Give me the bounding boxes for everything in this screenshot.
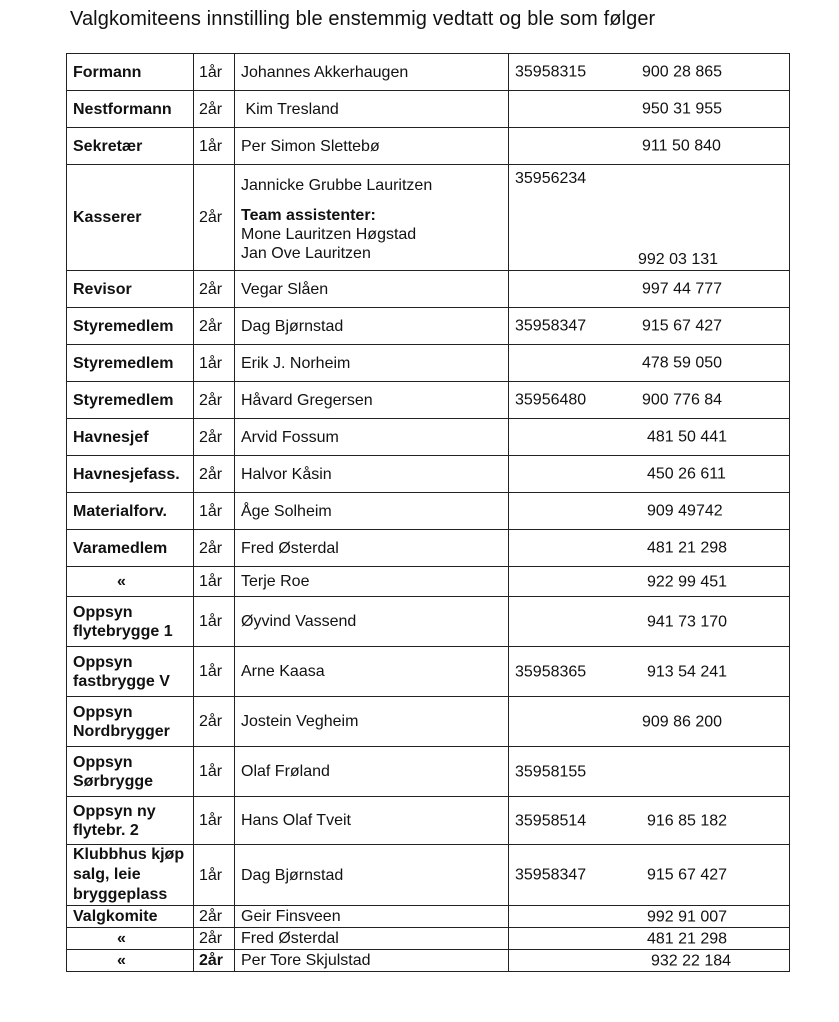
term-cell: 2år [194, 697, 235, 747]
name-cell: Dag Bjørnstad [235, 308, 509, 345]
term-cell: 2år [194, 91, 235, 128]
member-name: Jannicke Grubbe Lauritzen [241, 177, 433, 194]
name-cell: Fred Østerdal [235, 928, 509, 950]
name-cell [235, 165, 509, 271]
role-cell: Formann [67, 54, 194, 91]
mobile-phone: 909 86 200 [642, 713, 723, 730]
name-cell: Terje Roe [235, 567, 509, 597]
mobile-phone: 997 44 777 [642, 280, 723, 298]
role-cell: Havnesjefass. [67, 456, 194, 493]
roster-row [67, 345, 790, 382]
term-cell: 2år [194, 419, 235, 456]
phone-cell [509, 493, 790, 530]
term-cell: 1år [194, 345, 235, 382]
roster-row [67, 271, 790, 308]
mobile-phone: 913 54 241 [647, 663, 728, 680]
home-phone: 35956480 [515, 391, 587, 409]
term-cell: 1år [194, 647, 235, 697]
roster-row [67, 567, 790, 597]
roster-row [67, 697, 790, 747]
role-cell: Havnesjef [67, 419, 194, 456]
term-cell: 2år [194, 271, 235, 308]
term-cell: 1år [194, 493, 235, 530]
role-cell: Styremedlem [67, 308, 194, 345]
role-cell: Materialforv. [67, 493, 194, 530]
name-cell: Per Tore Skjulstad [235, 950, 509, 972]
role-cell: Oppsyn flytebrygge 1 [67, 597, 194, 647]
role-cell: Klubbhus kjøp salg, leie bryggeplass [67, 845, 194, 906]
phone-cell [509, 928, 790, 950]
role-cell: « [67, 567, 194, 597]
phone-cell [509, 530, 790, 567]
term-cell: 1år [194, 567, 235, 597]
mobile-phone: 950 31 955 [642, 100, 723, 118]
home-phone: 35958514 [515, 812, 587, 829]
phone-cell [509, 647, 790, 697]
phone-cell [509, 797, 790, 845]
term-cell: 2år [194, 906, 235, 928]
phone-cell [509, 165, 790, 271]
term-cell: 1år [194, 54, 235, 91]
home-phone: 35956234 [515, 170, 587, 187]
mobile-phone: 909 49742 [647, 502, 723, 520]
home-phone: 35958347 [515, 866, 587, 884]
phone-cell [509, 950, 790, 972]
role-cell: Nestformann [67, 91, 194, 128]
roster-row [67, 54, 790, 91]
term-cell: 2år [194, 530, 235, 567]
mobile-phone: 450 26 611 [647, 465, 726, 483]
assistant-name: Mone Lauritzen Høgstad [241, 226, 417, 243]
name-cell: Åge Solheim [235, 493, 509, 530]
role-cell: Kasserer [67, 165, 194, 271]
roster-row [67, 530, 790, 567]
roster-row [67, 308, 790, 345]
role-cell: « [67, 950, 194, 972]
term-cell: 1år [194, 747, 235, 797]
mobile-phone: 932 22 184 [651, 952, 732, 969]
mobile-phone: 481 21 298 [647, 539, 728, 557]
roster-row [67, 928, 790, 950]
assistant-name: Jan Ove Lauritzen [241, 245, 371, 262]
role-cell: Varamedlem [67, 530, 194, 567]
role-cell: Styremedlem [67, 382, 194, 419]
phone-cell [509, 345, 790, 382]
name-cell: Arne Kaasa [235, 647, 509, 697]
team-assistants-label: Team assistenter: [241, 207, 376, 224]
mobile-phone: 481 50 441 [647, 428, 728, 446]
mobile-phone: 922 99 451 [647, 573, 728, 590]
phone-cell [509, 567, 790, 597]
phone-cell [509, 697, 790, 747]
roster-body [67, 54, 790, 972]
role-cell: Oppsyn ny flytebr. 2 [67, 797, 194, 845]
phone-cell [509, 308, 790, 345]
term-cell: 2år [194, 165, 235, 271]
roster-row [67, 456, 790, 493]
term-cell: 2år [194, 308, 235, 345]
mobile-phone: 916 85 182 [647, 812, 728, 829]
name-cell: Arvid Fossum [235, 419, 509, 456]
phone-cell [509, 91, 790, 128]
roster-row [67, 747, 790, 797]
phone-cell [509, 456, 790, 493]
phone-cell [509, 54, 790, 91]
name-cell: Per Simon Slettebø [235, 128, 509, 165]
role-cell: Valgkomite [67, 906, 194, 928]
role-cell: Revisor [67, 271, 194, 308]
roster-row [67, 382, 790, 419]
home-phone: 35958365 [515, 663, 587, 680]
mobile-phone: 915 67 427 [647, 866, 728, 884]
home-phone: 35958347 [515, 317, 587, 335]
name-cell: Geir Finsveen [235, 906, 509, 928]
mobile-phone: 941 73 170 [647, 613, 728, 630]
role-cell: Oppsyn Nordbrygger [67, 697, 194, 747]
name-cell: Fred Østerdal [235, 530, 509, 567]
mobile-phone: 900 28 865 [642, 63, 723, 81]
term-cell: 2år [194, 382, 235, 419]
name-cell: Johannes Akkerhaugen [235, 54, 509, 91]
term-cell: 1år [194, 128, 235, 165]
name-cell: Dag Bjørnstad [235, 845, 509, 906]
phone-cell [509, 271, 790, 308]
roster-row [67, 165, 790, 271]
name-cell: Håvard Gregersen [235, 382, 509, 419]
home-phone: 35958155 [515, 763, 587, 780]
roster-row [67, 419, 790, 456]
role-cell: Styremedlem [67, 345, 194, 382]
term-cell: 1år [194, 597, 235, 647]
mobile-phone: 481 21 298 [647, 930, 728, 947]
phone-cell [509, 419, 790, 456]
mobile-phone: 478 59 050 [642, 354, 723, 372]
name-cell: Jostein Vegheim [235, 697, 509, 747]
name-cell: Erik J. Norheim [235, 345, 509, 382]
home-phone: 35958315 [515, 63, 587, 81]
name-cell: Olaf Frøland [235, 747, 509, 797]
phone-cell [509, 382, 790, 419]
role-cell: Oppsyn fastbrygge V [67, 647, 194, 697]
roster-row [67, 845, 790, 906]
phone-cell [509, 747, 790, 797]
name-cell: Kim Tresland [235, 91, 509, 128]
roster-row [67, 91, 790, 128]
term-cell: 1år [194, 797, 235, 845]
name-cell: Vegar Slåen [235, 271, 509, 308]
board-roster-table [66, 53, 790, 972]
roster-row [67, 597, 790, 647]
roster-row [67, 950, 790, 972]
term-cell: 1år [194, 845, 235, 906]
roster-row [67, 906, 790, 928]
mobile-phone: 911 50 840 [642, 137, 721, 155]
mobile-phone: 992 91 007 [647, 908, 728, 925]
role-cell: Oppsyn Sørbrygge [67, 747, 194, 797]
mobile-phone: 992 03 131 [638, 251, 719, 268]
page-title: Valgkomiteens innstilling ble enstemmig vedtatt og ble som følger [70, 8, 656, 30]
name-cell: Halvor Kåsin [235, 456, 509, 493]
role-cell: « [67, 928, 194, 950]
roster-row [67, 493, 790, 530]
term-cell: 2år [194, 928, 235, 950]
name-cell: Hans Olaf Tveit [235, 797, 509, 845]
roster-row [67, 128, 790, 165]
role-cell: Sekretær [67, 128, 194, 165]
term-cell: 2år [194, 456, 235, 493]
roster-row [67, 647, 790, 697]
mobile-phone: 900 776 84 [642, 391, 723, 409]
phone-cell [509, 845, 790, 906]
mobile-phone: 915 67 427 [642, 317, 723, 335]
phone-cell [509, 128, 790, 165]
term-cell: 2år [194, 950, 235, 972]
roster-row [67, 797, 790, 845]
phone-cell [509, 906, 790, 928]
phone-cell [509, 597, 790, 647]
name-cell: Øyvind Vassend [235, 597, 509, 647]
